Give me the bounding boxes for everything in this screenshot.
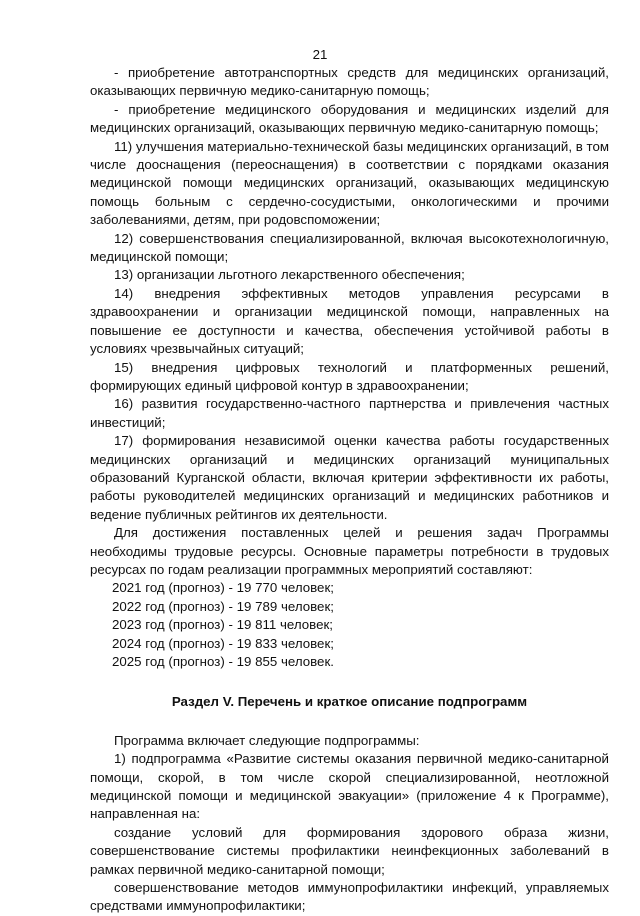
paragraph: - приобретение автотранспортных средств для медицинских организаций, оказывающих первичную медико-санитарную помощь; — [90, 65, 609, 99]
paragraph: совершенствование методов иммунопрофилактики инфекций, управляемых средствами иммунопрофилактики; — [90, 880, 609, 914]
forecast-line: 2025 год (прогноз) - 19 855 человек. — [112, 654, 334, 669]
paragraph: - приобретение медицинского оборудования и медицинских изделий для медицинских организаций, оказывающих первичную медико-санитарную помощь; — [90, 101, 609, 136]
document-body — [90, 64, 609, 916]
paragraph: 16) развития государственно-частного партнерства и привлечения частных инвестиций; — [90, 396, 609, 430]
forecast-line: 2021 год (прогноз) - 19 770 человек; — [112, 580, 334, 596]
paragraph: 1) подпрограмма «Развитие системы оказания первичной медико-санитарной помощи, скорой, в том числе скорой специализированной, неотложной медицинской помощи и медицинской эвакуации» (приложение 4 к Программе), направленная на: — [90, 751, 609, 822]
forecast-line: 2022 год (прогноз) - 19 789 человек; — [112, 598, 334, 614]
section-heading: Раздел V. Перечень и краткое описание подпрограмм — [171, 694, 528, 710]
paragraph: 13) организации льготного лекарственного обеспечения; — [114, 267, 465, 283]
page-number: 21 — [312, 47, 328, 62]
forecast-line: 2023 год (прогноз) - 19 811 человек; — [112, 617, 333, 633]
forecast-line: 2024 год (прогноз) - 19 833 человек; — [112, 635, 334, 651]
paragraph: Программа включает следующие подпрограммы: — [114, 732, 420, 748]
paragraph: 12) совершенствования специализированной, включая высокотехнологичную, медицинской помощи; — [90, 230, 609, 265]
paragraph: 15) внедрения цифровых технологий и платформенных решений, формирующих единый цифровой контур в здравоохранении; — [90, 359, 609, 393]
paragraph: 11) улучшения материально-технической базы медицинских организаций, в том числе дооснащения (переоснащения) в соответствии с порядками оказания медицинской помощи медицинских организаций, оказывающих медицинскую помощь больным с сердечно-сосудистыми, онкологическими и прочими заболеваниями, детям, при родовспоможении; — [90, 138, 609, 228]
spacer — [90, 712, 609, 732]
paragraph: 17) формирования независимой оценки качества работы государственных медицинских организаций и медицинских организаций муниципальных образований Курганской области, включая критерии эффективности их работы, работы руководителей медицинских организаций и медицинских работников и ведение публичных рейтингов их деятельности. — [90, 433, 609, 522]
paragraph: 14) внедрения эффективных методов управления ресурсами в здравоохранении и организации медицинской помощи, направленных на повышение ее доступности и качества, обеспечения устойчивой работы в условиях чрезвычайных ситуаций; — [90, 285, 609, 357]
paragraph: создание условий для формирования здорового образа жизни, совершенствование системы профилактики неинфекционных заболеваний в рамках первичной медико-санитарной помощи; — [90, 824, 609, 877]
paragraph: Для достижения поставленных целей и решения задач Программы необходимы трудовые ресурсы. Основные параметры потребности в трудовых ресурсах по годам реализации программных мероприятий составляют: — [90, 525, 609, 577]
